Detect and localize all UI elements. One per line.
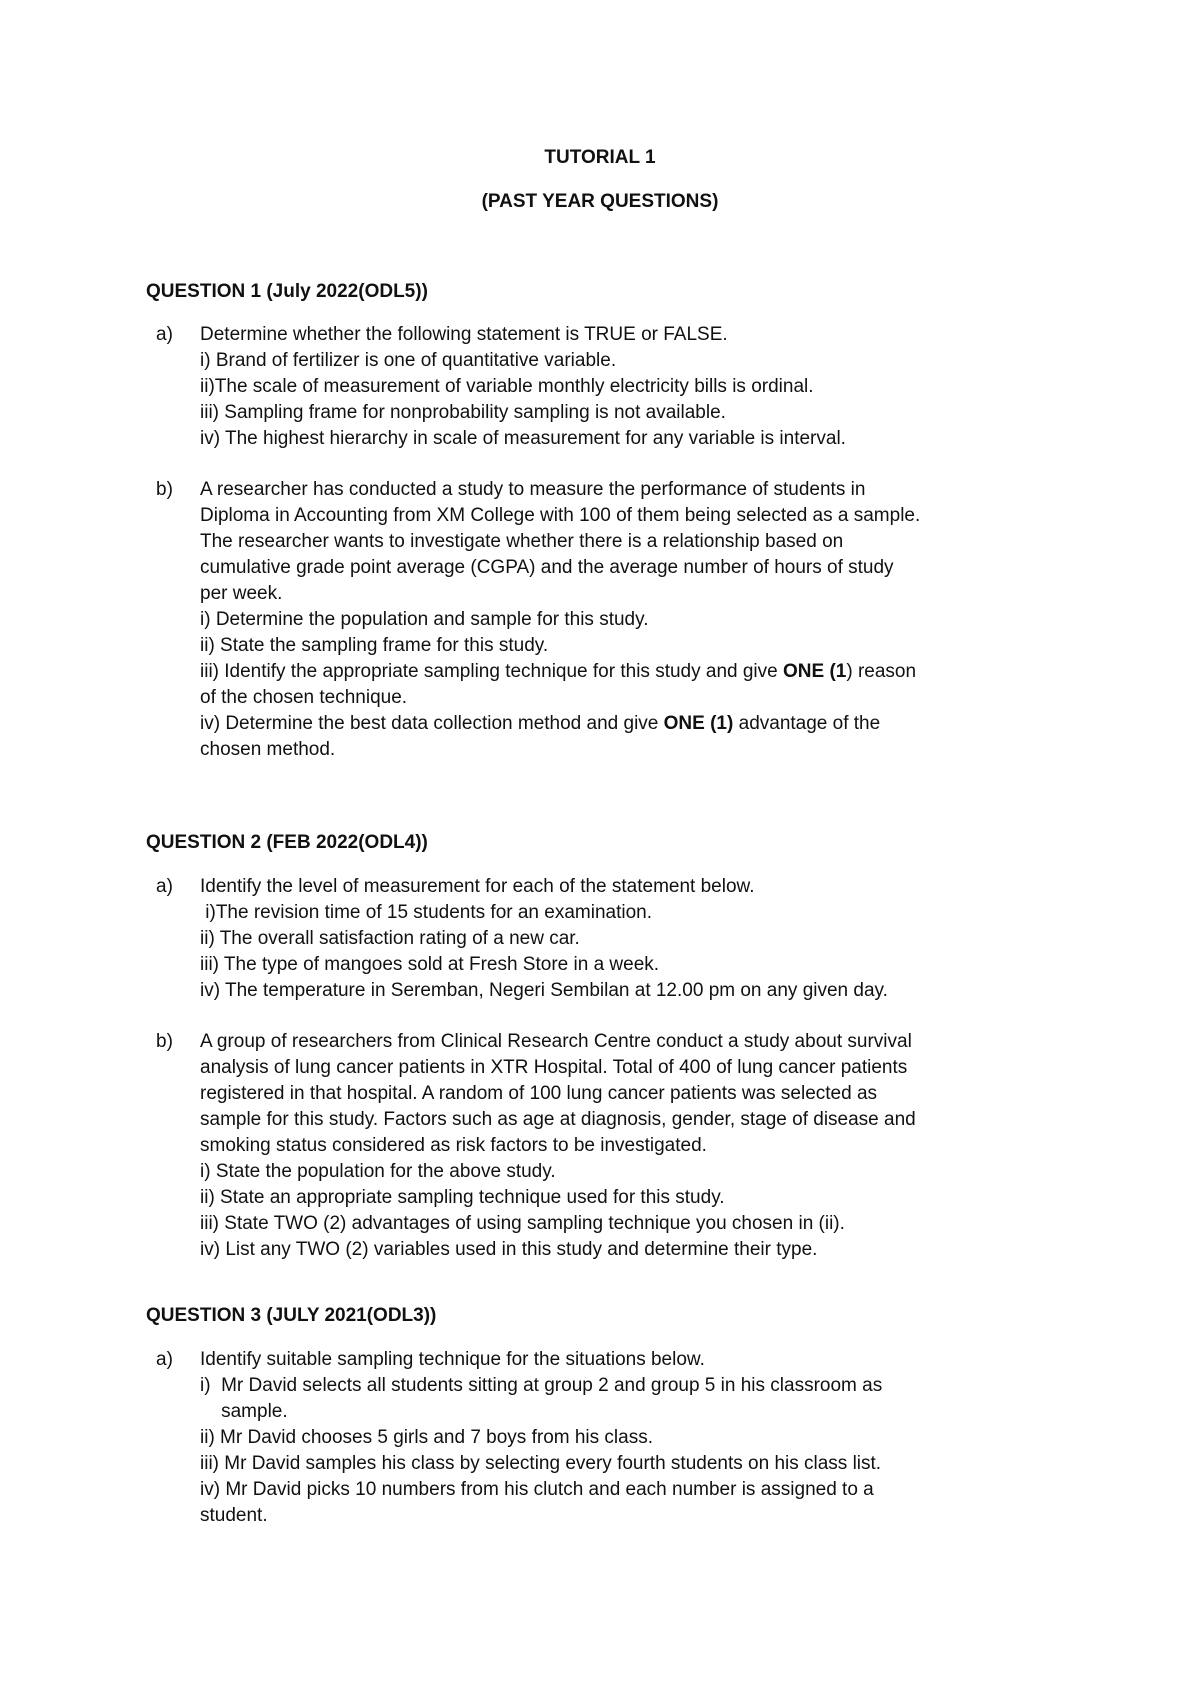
sub-question: ii) Mr David chooses 5 girls and 7 boys from his class. bbox=[200, 1427, 653, 1448]
sub-question: chosen method. bbox=[200, 739, 336, 760]
sub-question: iv) List any TWO (2) variables used in this study and determine their type. bbox=[200, 1239, 818, 1260]
question-text: Identify the level of measurement for each of the statement below. bbox=[200, 876, 755, 897]
sub-question: i) State the population for the above study. bbox=[200, 1161, 556, 1182]
sub-question bbox=[200, 711, 1056, 737]
sub-question: ii) State the sampling frame for this study. bbox=[200, 635, 549, 656]
question-1-part-b bbox=[156, 477, 1056, 763]
question-text: Diploma in Accounting from XM College with 100 of them being selected as a sample. bbox=[200, 505, 921, 526]
question-text: cumulative grade point average (CGPA) and the average number of hours of study bbox=[200, 557, 894, 578]
sub-question: i) Determine the population and sample for this study. bbox=[200, 609, 649, 630]
sub-question bbox=[200, 659, 1056, 685]
question-2-part-b bbox=[156, 1029, 1056, 1263]
sub-question: iii) The type of mangoes sold at Fresh Store in a week. bbox=[200, 954, 660, 975]
part-marker: a) bbox=[156, 324, 173, 345]
sub-question: i)The revision time of 15 students for an examination. bbox=[200, 902, 653, 923]
question-3-heading: QUESTION 3 (JULY 2021(ODL3)) bbox=[146, 1305, 437, 1326]
sub-question-text: iii) Identify the appropriate sampling technique for this study and give bbox=[200, 661, 783, 682]
part-marker: b) bbox=[156, 479, 173, 500]
sub-question-text: advantage of the bbox=[733, 713, 881, 734]
sub-question: ii)The scale of measurement of variable monthly electricity bills is ordinal. bbox=[200, 376, 814, 397]
sub-question: i) Brand of fertilizer is one of quantitative variable. bbox=[200, 350, 617, 371]
emphasis-text: ONE (1 bbox=[783, 661, 847, 682]
sub-question-text: ) reason bbox=[846, 661, 917, 682]
question-text: smoking status considered as risk factors to be investigated. bbox=[200, 1135, 707, 1156]
part-marker: b) bbox=[156, 1031, 173, 1052]
emphasis-text: ONE (1) bbox=[663, 713, 734, 734]
question-text: A group of researchers from Clinical Research Centre conduct a study about survival bbox=[200, 1031, 912, 1052]
question-text: per week. bbox=[200, 583, 283, 604]
question-text: The researcher wants to investigate whether there is a relationship based on bbox=[200, 531, 844, 552]
sub-question: iv) Mr David picks 10 numbers from his clutch and each number is assigned to a bbox=[200, 1479, 874, 1500]
sub-question: iv) The highest hierarchy in scale of measurement for any variable is interval. bbox=[200, 428, 846, 449]
question-1-heading: QUESTION 1 (July 2022(ODL5)) bbox=[146, 281, 428, 302]
question-text: Identify suitable sampling technique for the situations below. bbox=[200, 1349, 705, 1370]
question-text: sample for this study. Factors such as age at diagnosis, gender, stage of disease and bbox=[200, 1109, 916, 1130]
page-subtitle: (PAST YEAR QUESTIONS) bbox=[481, 191, 719, 212]
sub-question: ii) The overall satisfaction rating of a new car. bbox=[200, 928, 580, 949]
sub-question: of the chosen technique. bbox=[200, 687, 408, 708]
sub-question-text: iv) Determine the best data collection method and give bbox=[200, 713, 664, 734]
question-1-part-a bbox=[156, 322, 1056, 452]
question-text: analysis of lung cancer patients in XTR Hospital. Total of 400 of lung cancer patients bbox=[200, 1057, 908, 1078]
part-marker: a) bbox=[156, 1349, 173, 1370]
sub-question: iii) Sampling frame for nonprobability sampling is not available. bbox=[200, 402, 726, 423]
question-2-heading: QUESTION 2 (FEB 2022(ODL4)) bbox=[146, 832, 428, 853]
sub-question: ii) State an appropriate sampling technique used for this study. bbox=[200, 1187, 725, 1208]
sub-question: sample. bbox=[200, 1401, 288, 1422]
question-text: Determine whether the following statement is TRUE or FALSE. bbox=[200, 324, 728, 345]
sub-question: iii) Mr David samples his class by selecting every fourth students on his class list. bbox=[200, 1453, 882, 1474]
question-text: registered in that hospital. A random of 100 lung cancer patients was selected as bbox=[200, 1083, 878, 1104]
sub-question: iii) State TWO (2) advantages of using sampling technique you chosen in (ii). bbox=[200, 1213, 845, 1234]
page-title: TUTORIAL 1 bbox=[544, 147, 656, 168]
question-text: A researcher has conducted a study to measure the performance of students in bbox=[200, 479, 866, 500]
question-3-part-a bbox=[156, 1347, 1056, 1529]
part-marker: a) bbox=[156, 876, 173, 897]
sub-question: i) Mr David selects all students sitting at group 2 and group 5 in his classroom as bbox=[200, 1375, 883, 1396]
sub-question: student. bbox=[200, 1505, 268, 1526]
question-2-part-a bbox=[156, 874, 1056, 1004]
sub-question: iv) The temperature in Seremban, Negeri Sembilan at 12.00 pm on any given day. bbox=[200, 980, 888, 1001]
